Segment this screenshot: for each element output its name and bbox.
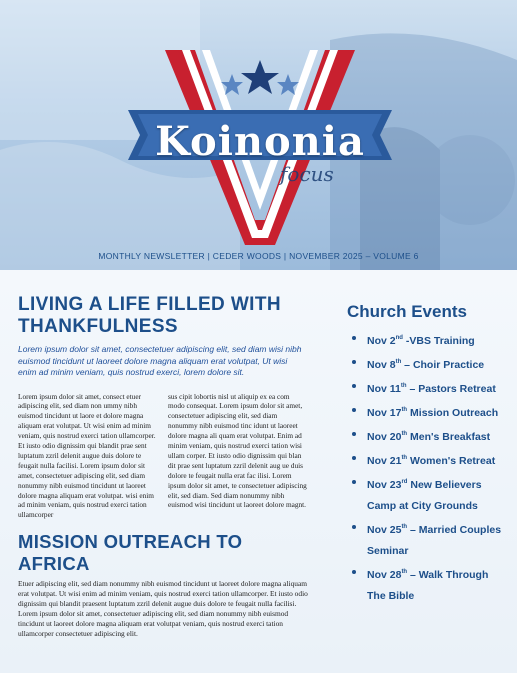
article-column-2: sus cipit lobortis nisl ut aliquip ex ea com modo consequat. Lorem ipsum dolor sit amet, consectetuer adipiscing elit, sed diam nonummy nibh euismod tinc idunt ut laoreet dolore magna ali quam erat volutpat. Enim ad minim veniam, quis nostrud exerci tation wisi ullam corper. Et iusto odio dignissim qui blan dit prae sent luptatum zzril delenit aug ue duis dolore te feugait nulla erat fac ilisi. Lorem ipsum dolor sit amet, te consectetuer adipiscing elit, sed diam. Sed diam nonummy nibh euismod wisi tincidunt ut laoreet dolore magnt. <box>168 391 307 510</box>
event-date-suffix: th <box>401 407 408 413</box>
event-item <box>347 448 507 472</box>
event-date-suffix: th <box>401 431 408 437</box>
mission-body: Etuer adipiscing elit, sed diam nonummy nibh euismod tincidunt ut laoreet dolore magna aliquam erat volutpat. Ut wisi enim ad minim veniam, quis nostrud exerci tation ullamcorper. Et iusto odio dignissim qui blandit praesent luptatum zzril delenit augue duis dolore te feugait nulla facilisi. Lorem ipsum dolor sit amet, consectetuer adipiscing elit, sed diam nonummy nibh euismod tincidunt ut laoreet dolore magna aliquam erat volutpat veniam, quis nostrud exerci tation ullamcorper consectetuer adipiscing elit. <box>18 579 308 639</box>
bullet-icon <box>352 480 356 484</box>
newsletter-body <box>0 270 517 673</box>
newsletter-tagline: MONTHLY NEWSLETTER | CEDER WOODS | NOVEMBER 2025 – VOLUME 6 <box>98 251 419 261</box>
event-label: Mission Outreach <box>407 407 499 419</box>
event-date-suffix: th <box>400 383 407 389</box>
event-label: New Believers Camp at City Grounds <box>367 479 482 512</box>
bullet-icon <box>352 384 356 388</box>
event-label: – Pastors Retreat <box>406 383 496 395</box>
event-date-suffix: th <box>401 524 408 530</box>
bullet-icon <box>352 408 356 412</box>
event-date: Nov 23 <box>367 479 402 491</box>
logo-subtitle: focus <box>280 162 334 186</box>
bullet-icon <box>352 525 356 529</box>
event-date-suffix: rd <box>401 479 408 485</box>
event-date: Nov 2 <box>367 335 396 347</box>
star-icon <box>241 60 279 94</box>
article-heading-line1: LIVING A LIFE FILLED WITH <box>18 294 281 315</box>
event-label: – Walk Through The Bible <box>367 569 489 602</box>
event-item <box>347 472 507 517</box>
event-date: Nov 28 <box>367 569 402 581</box>
event-date-suffix: th <box>395 359 402 365</box>
event-label: Women's Retreat <box>407 455 496 467</box>
event-label: -VBS Training <box>402 335 475 347</box>
article-columns <box>18 392 308 521</box>
event-label: – Married Couples Seminar <box>367 524 502 557</box>
article-heading-line2: THANKFULNESS <box>18 316 178 337</box>
article-column-1: Lorem ipsum dolor sit amet, consect etuer adipiscing elit, sed diam non ummy nibh euismod tincidunt ut laore et dolore magna aliquam erat volutpat. Ut wisi enim ad minim veniam, quis nostrud exerci tation ullamcorper. Et iusto odio dignissim qui blandit prae sent luptatum zzril delenit augue duis dolore te feugait nulla facilisi. Lorem ipsum dolor sit amet, consectetuer adipiscing elit, sed diam nonummy nibh euismod tincidunt ut laoreet dolore magna aliquam erat volutpat. wisi enim ad minim veniam, quis nostrud exerci tation ullamcorper <box>18 391 156 520</box>
events-title: Church Events <box>347 302 467 321</box>
event-item <box>347 424 507 448</box>
article-heading <box>18 294 308 338</box>
event-label: Men's Breakfast <box>407 431 491 443</box>
koinonia-logo <box>110 40 410 255</box>
event-date-suffix: nd <box>395 335 403 341</box>
event-date: Nov 11 <box>367 383 401 395</box>
bullet-icon <box>352 432 356 436</box>
event-item <box>347 328 507 352</box>
event-date: Nov 17 <box>367 407 402 419</box>
masthead <box>0 0 517 270</box>
event-item <box>347 376 507 400</box>
event-date: Nov 21 <box>367 455 402 467</box>
bullet-icon <box>352 570 356 574</box>
article-lede: Lorem ipsum dolor sit amet, consectetuer adipiscing elit, sed diam wisi nibh euismod tincidunt ut laoreet dolore magna aliquam erat volutpat, Ut wisi enim ad minim veniam, quis nostrud exerci, lorem dolore sit. <box>18 344 302 377</box>
bullet-icon <box>352 336 356 340</box>
event-item <box>347 400 507 424</box>
logo-title: Koinonia <box>155 118 365 165</box>
event-date: Nov 25 <box>367 524 402 536</box>
event-date-suffix: th <box>401 569 408 575</box>
main-column <box>18 294 308 639</box>
mission-heading: MISSION OUTREACH TO AFRICA <box>18 531 243 575</box>
bullet-icon <box>352 456 356 460</box>
event-label: – Choir Practice <box>401 359 485 371</box>
events-sidebar <box>347 302 507 607</box>
event-item <box>347 352 507 376</box>
event-date-suffix: th <box>401 455 408 461</box>
events-list <box>347 328 507 607</box>
event-item <box>347 562 507 607</box>
event-item <box>347 517 507 562</box>
bullet-icon <box>352 360 356 364</box>
event-date: Nov 20 <box>367 431 402 443</box>
event-date: Nov 8 <box>367 359 396 371</box>
